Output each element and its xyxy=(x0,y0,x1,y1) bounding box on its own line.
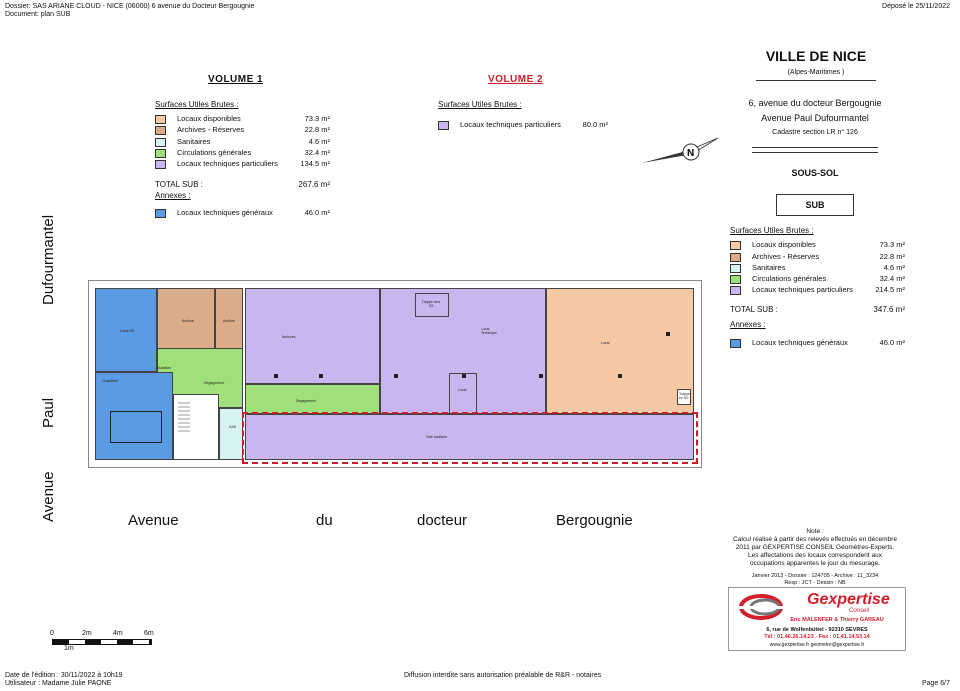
scale-label: 6m xyxy=(144,630,154,637)
legend-value: 214.5 m² xyxy=(875,285,905,294)
cartouche-row-locaux-disponibles xyxy=(730,240,905,250)
swatch-locaux-techniques-particuliers xyxy=(155,160,166,169)
logo-sub: Conseil xyxy=(849,608,870,614)
trappe-box xyxy=(415,293,449,317)
legend-label: Locaux techniques généraux xyxy=(177,208,273,217)
room-chaufferie xyxy=(95,372,173,460)
room-local xyxy=(546,288,694,414)
cartouche-ville: VILLE DE NICE xyxy=(765,48,867,64)
cartouche-niveau: SOUS-SOL xyxy=(791,168,839,178)
volume1-total xyxy=(155,180,330,190)
volume2-surfaces-heading: Surfaces Utiles Brutes : xyxy=(438,100,522,109)
swatch-locaux-techniques-generaux xyxy=(730,339,741,348)
cartouche-surfaces-heading: Surfaces Utiles Brutes : xyxy=(730,226,814,235)
divider xyxy=(752,147,878,148)
volume1-row-ltg xyxy=(155,208,330,218)
legend-label: Locaux techniques particuliers xyxy=(752,285,853,294)
total-value: 347.6 m² xyxy=(873,305,905,314)
legend-value: 46.0 m² xyxy=(304,208,330,217)
legend-value: 32.4 m² xyxy=(304,148,330,157)
legend-label: Sanitaires xyxy=(177,137,211,146)
room-label: SAS xyxy=(229,425,237,429)
header-depose: Déposé le 25/11/2022 xyxy=(882,3,950,10)
cartouche-row-archives xyxy=(730,252,905,262)
room-label: Trappe vers SS xyxy=(421,300,441,308)
local-small-box xyxy=(449,373,477,415)
room-sas xyxy=(219,408,243,460)
swatch-locaux-techniques-generaux xyxy=(155,209,166,218)
north-arrow-icon xyxy=(640,130,720,170)
scale-label: 4m xyxy=(113,630,123,637)
logo-names: Eric MALENFER & Thierry GAREAU xyxy=(790,617,884,623)
footer-utilisateur: Utilisateur : Madame Julie PAONE xyxy=(5,680,112,687)
volume1-row-sanitaires xyxy=(155,137,330,147)
note-line4: occupations apparentes le jour du mesurage. xyxy=(749,560,881,567)
room-label: Dégagement xyxy=(204,381,225,385)
legend-value: 22.8 m² xyxy=(879,252,905,261)
street-dufourmantel: Dufourmantel xyxy=(40,214,57,305)
divider xyxy=(756,80,876,81)
header-dossier: Dossier: SAS ARIANE CLOUD - NICE (06000) 6 avenue du Docteur Bergougnie xyxy=(5,3,255,10)
cartouche-row-ltg xyxy=(730,338,905,348)
logo-web: www.gexpertise.fr geometre@gexpertise.fr xyxy=(769,642,865,648)
room-label: Local xyxy=(458,388,467,392)
swatch-archives xyxy=(155,126,166,135)
volume1-surfaces-heading: Surfaces Utiles Brutes : xyxy=(155,100,239,109)
swatch-locaux-disponibles xyxy=(155,115,166,124)
room-label: Archive xyxy=(182,319,194,323)
footer-diffusion: Diffusion interdite sans autorisation préalable de R&R - notaires xyxy=(404,672,602,679)
floor-plan xyxy=(88,280,702,470)
footer-page: Page 6/7 xyxy=(921,680,950,687)
logo-block xyxy=(728,587,906,651)
legend-value: 73.3 m² xyxy=(304,114,330,123)
cartouche-sub-box: SUB xyxy=(776,194,854,216)
header-document: Document: plan SUB xyxy=(5,11,71,18)
room-label: Dégagement xyxy=(296,399,317,403)
volume2-title: VOLUME 2 xyxy=(488,74,544,85)
logo-brand: Gexpertise xyxy=(807,591,890,608)
cartouche-row-sanitaires xyxy=(730,263,905,273)
total-label: TOTAL SUB : xyxy=(155,180,203,189)
cartouche-address1: 6, avenue du docteur Bergougnie xyxy=(748,98,882,108)
legend-label: Locaux techniques particuliers xyxy=(177,159,278,168)
note-block xyxy=(720,528,910,568)
scale-label: 2m xyxy=(82,630,92,637)
legend-value: 46.0 m² xyxy=(879,338,905,347)
cartouche-total xyxy=(730,305,905,315)
volume1-row-circulations xyxy=(155,148,330,158)
legend-value: 32.4 m² xyxy=(879,274,905,283)
street-du: du xyxy=(316,512,333,529)
room-archives-large xyxy=(245,288,380,384)
note-line3: Les affectations des locaux correspondent aux xyxy=(748,552,882,559)
boiler-outline xyxy=(110,411,162,443)
legend-label: Circulations générales xyxy=(177,148,252,157)
room-stairs xyxy=(173,394,219,460)
street-docteur: docteur xyxy=(417,512,468,529)
note-line1: Calcul réalisé à partir des relevés effectués en décembre xyxy=(733,536,897,543)
logo-tel: Tél : 01.46.26.14.23 - Fax : 01.41.14.53.14 xyxy=(764,634,870,640)
note-dossier: Janvier 2013 - Dossier : 124705 - Archive : 11_3234 xyxy=(751,573,879,579)
cartouche-row-ltp xyxy=(730,285,905,295)
room-label: Archive xyxy=(223,319,235,323)
cartouche-row-circulations xyxy=(730,274,905,284)
room-label: Vide sanitaire xyxy=(426,435,448,439)
total-label: TOTAL SUB : xyxy=(730,305,778,314)
legend-label: Sanitaires xyxy=(752,263,786,272)
street-avenue-left: Avenue xyxy=(40,471,57,522)
pillar xyxy=(394,374,398,378)
room-label: Chaufferie xyxy=(102,379,119,383)
legend-value: 4.6 m² xyxy=(308,137,330,146)
footer-edition: Date de l'édition : 30/11/2022 à 10h19 xyxy=(5,672,123,679)
street-paul: Paul xyxy=(40,397,57,428)
pillar xyxy=(539,374,543,378)
cartouche-annexes-heading: Annexes : xyxy=(730,320,766,329)
scale-label: 1m xyxy=(64,645,74,652)
legend-value: 4.6 m² xyxy=(883,263,905,272)
volume1-row-archives xyxy=(155,125,330,135)
volume1-row-locaux-disponibles xyxy=(155,114,330,124)
room-local-technique xyxy=(380,288,546,414)
pillar xyxy=(666,332,670,336)
trappe-ss-box xyxy=(677,389,691,405)
legend-value: 134.5 m² xyxy=(300,159,330,168)
swatch-sanitaires xyxy=(155,138,166,147)
swatch-locaux-techniques-particuliers xyxy=(438,121,449,130)
swatch-circulations xyxy=(155,149,166,158)
room-local-ge xyxy=(95,288,157,372)
pillar xyxy=(462,374,466,378)
swatch-sanitaires xyxy=(730,264,741,273)
legend-label: Locaux techniques généraux xyxy=(752,338,848,347)
room-label: Local xyxy=(601,341,610,345)
cartouche-cadastre: Cadastre section LR n° 126 xyxy=(772,129,858,136)
note-resp: Resp : JCT - Dessin : NB xyxy=(784,580,846,586)
legend-value: 80.0 m² xyxy=(582,120,608,129)
pillar xyxy=(274,374,278,378)
stairs-icon xyxy=(174,395,218,459)
divider xyxy=(752,152,878,153)
swatch-locaux-disponibles xyxy=(730,241,741,250)
logo-address: 6, rue de Wolfenbüttel - 92310 SEVRES xyxy=(766,627,868,633)
room-label: Local GE xyxy=(120,329,135,333)
room-isolation: Isolation xyxy=(158,366,172,370)
legend-label: Archives - Réserves xyxy=(752,252,820,261)
swatch-archives xyxy=(730,253,741,262)
volume2-outline xyxy=(242,412,698,464)
volume1-title: VOLUME 1 xyxy=(208,74,264,85)
volume2-row-ltp xyxy=(438,120,608,130)
cartouche-departement: (Alpes-Maritimes ) xyxy=(787,69,845,76)
volume1-annexes-heading: Annexes : xyxy=(155,191,191,200)
total-value: 267.6 m² xyxy=(298,180,330,189)
legend-label: Locaux techniques particuliers xyxy=(460,120,561,129)
legend-label: Locaux disponibles xyxy=(752,240,816,249)
room-degagement-b xyxy=(245,384,380,414)
legend-label: Circulations générales xyxy=(752,274,827,283)
pillar xyxy=(319,374,323,378)
legend-value: 22.8 m² xyxy=(304,125,330,134)
volume1-row-ltp xyxy=(155,159,330,169)
cartouche-address2: Avenue Paul Dufourmantel xyxy=(761,113,869,123)
legend-label: Archives - Réserves xyxy=(177,125,245,134)
legend-label: Locaux disponibles xyxy=(177,114,241,123)
note-title: Note : xyxy=(806,528,824,535)
swatch-locaux-techniques-particuliers xyxy=(730,286,741,295)
room-label: Local Technique xyxy=(481,327,497,335)
pillar xyxy=(618,374,622,378)
swatch-circulations xyxy=(730,275,741,284)
room-label: Archives xyxy=(282,335,296,339)
note-line2: 2011 par GEXPERTISE CONSEIL Géomètres-Experts. xyxy=(735,544,895,551)
compass-letter: N xyxy=(687,148,695,159)
legend-value: 73.3 m² xyxy=(879,240,905,249)
street-bergougnie: Bergougnie xyxy=(556,512,633,529)
street-avenue: Avenue xyxy=(128,512,179,529)
scale-label: 0 xyxy=(50,630,54,637)
room-label: Trappe en SS xyxy=(679,392,690,400)
